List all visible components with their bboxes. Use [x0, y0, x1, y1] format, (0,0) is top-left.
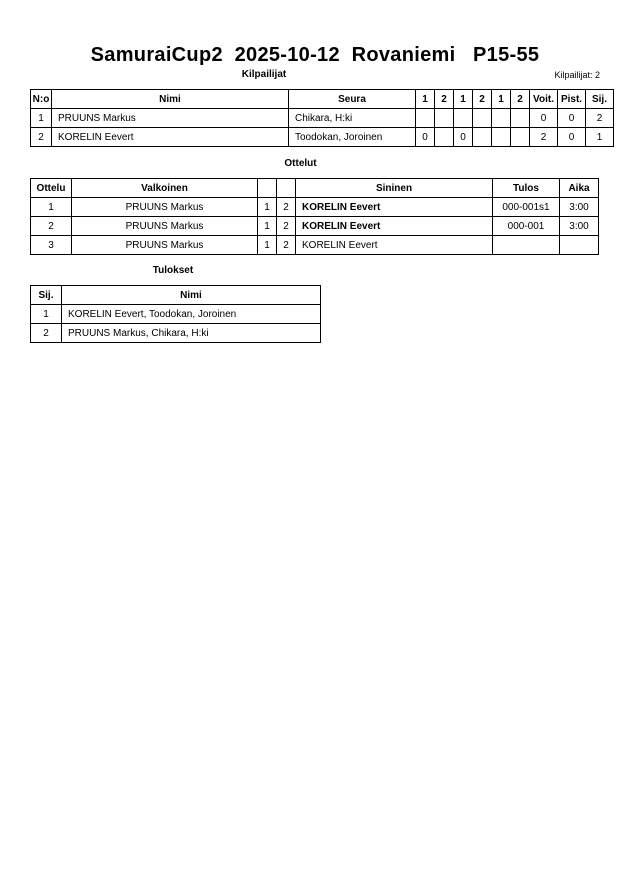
column-header-blue: Sininen — [296, 179, 493, 198]
matches-table — [30, 178, 599, 255]
cell-result: 000-001s1 — [493, 198, 560, 217]
column-header-name: Nimi — [62, 286, 321, 305]
cell-m1 — [416, 109, 435, 128]
cell-match: 1 — [31, 198, 72, 217]
cell-rank: 1 — [586, 128, 614, 147]
cell-m2 — [435, 128, 454, 147]
table-row — [31, 198, 599, 217]
cell-name: PRUUNS Markus, Chikara, H:ki — [62, 324, 321, 343]
table-header-row — [31, 286, 321, 305]
cell-white: PRUUNS Markus — [72, 198, 258, 217]
cell-m1: 0 — [416, 128, 435, 147]
cell-no: 1 — [31, 109, 52, 128]
cell-wins: 0 — [530, 109, 558, 128]
competitors-heading: Kilpailijat — [241, 69, 287, 80]
cell-m4 — [473, 109, 492, 128]
cell-blue: KORELIN Eevert — [296, 217, 493, 236]
column-header-match: Ottelu — [31, 179, 72, 198]
column-header-time: Aika — [560, 179, 599, 198]
cell-rank: 2 — [31, 324, 62, 343]
results-table — [30, 285, 321, 343]
cell-m4 — [473, 128, 492, 147]
table-header-row — [31, 90, 614, 109]
column-header-club: Seura — [289, 90, 416, 109]
column-header-rank: Sij. — [31, 286, 62, 305]
cell-match: 3 — [31, 236, 72, 255]
cell-name: PRUUNS Markus — [52, 109, 289, 128]
cell-points: 0 — [558, 128, 586, 147]
cell-white: PRUUNS Markus — [72, 217, 258, 236]
cell-p2: 2 — [277, 198, 296, 217]
cell-p1: 1 — [258, 236, 277, 255]
matches-heading: Ottelut — [284, 158, 317, 169]
column-header-white: Valkoinen — [72, 179, 258, 198]
cell-name: KORELIN Eevert — [52, 128, 289, 147]
cell-blue: KORELIN Eevert — [296, 198, 493, 217]
table-row — [31, 236, 599, 255]
table-row — [31, 305, 321, 324]
table-row — [31, 109, 614, 128]
cell-m3: 0 — [454, 128, 473, 147]
column-header-m1: 1 — [416, 90, 435, 109]
column-header-p1 — [258, 179, 277, 198]
cell-time — [560, 236, 599, 255]
column-header-no: N:o — [31, 90, 52, 109]
cell-m6 — [511, 128, 530, 147]
cell-wins: 2 — [530, 128, 558, 147]
table-row — [31, 128, 614, 147]
cell-time: 3:00 — [560, 198, 599, 217]
cell-time: 3:00 — [560, 217, 599, 236]
cell-points: 0 — [558, 109, 586, 128]
column-header-p2 — [277, 179, 296, 198]
cell-result: 000-001 — [493, 217, 560, 236]
column-header-m6: 2 — [511, 90, 530, 109]
column-header-rank: Sij. — [586, 90, 614, 109]
cell-m5 — [492, 128, 511, 147]
cell-m3 — [454, 109, 473, 128]
cell-p1: 1 — [258, 217, 277, 236]
column-header-wins: Voit. — [530, 90, 558, 109]
column-header-points: Pist. — [558, 90, 586, 109]
column-header-result: Tulos — [493, 179, 560, 198]
cell-club: Chikara, H:ki — [289, 109, 416, 128]
cell-p2: 2 — [277, 236, 296, 255]
results-heading: Tulokset — [152, 265, 194, 276]
cell-club: Toodokan, Joroinen — [289, 128, 416, 147]
cell-rank: 2 — [586, 109, 614, 128]
column-header-m3: 1 — [454, 90, 473, 109]
column-header-m5: 1 — [492, 90, 511, 109]
column-header-m4: 2 — [473, 90, 492, 109]
cell-p1: 1 — [258, 198, 277, 217]
table-row — [31, 324, 321, 343]
column-header-m2: 2 — [435, 90, 454, 109]
cell-m5 — [492, 109, 511, 128]
cell-result — [493, 236, 560, 255]
table-row — [31, 217, 599, 236]
cell-m6 — [511, 109, 530, 128]
cell-rank: 1 — [31, 305, 62, 324]
page-title: SamuraiCup2 2025-10-12 Rovaniemi P15-55 — [90, 44, 540, 66]
column-header-name: Nimi — [52, 90, 289, 109]
table-header-row — [31, 179, 599, 198]
cell-match: 2 — [31, 217, 72, 236]
cell-m2 — [435, 109, 454, 128]
cell-blue: KORELIN Eevert — [296, 236, 493, 255]
competitors-count: Kilpailijat: 2 — [554, 70, 600, 80]
cell-no: 2 — [31, 128, 52, 147]
cell-name: KORELIN Eevert, Toodokan, Joroinen — [62, 305, 321, 324]
cell-white: PRUUNS Markus — [72, 236, 258, 255]
cell-p2: 2 — [277, 217, 296, 236]
competitors-table — [30, 89, 614, 147]
